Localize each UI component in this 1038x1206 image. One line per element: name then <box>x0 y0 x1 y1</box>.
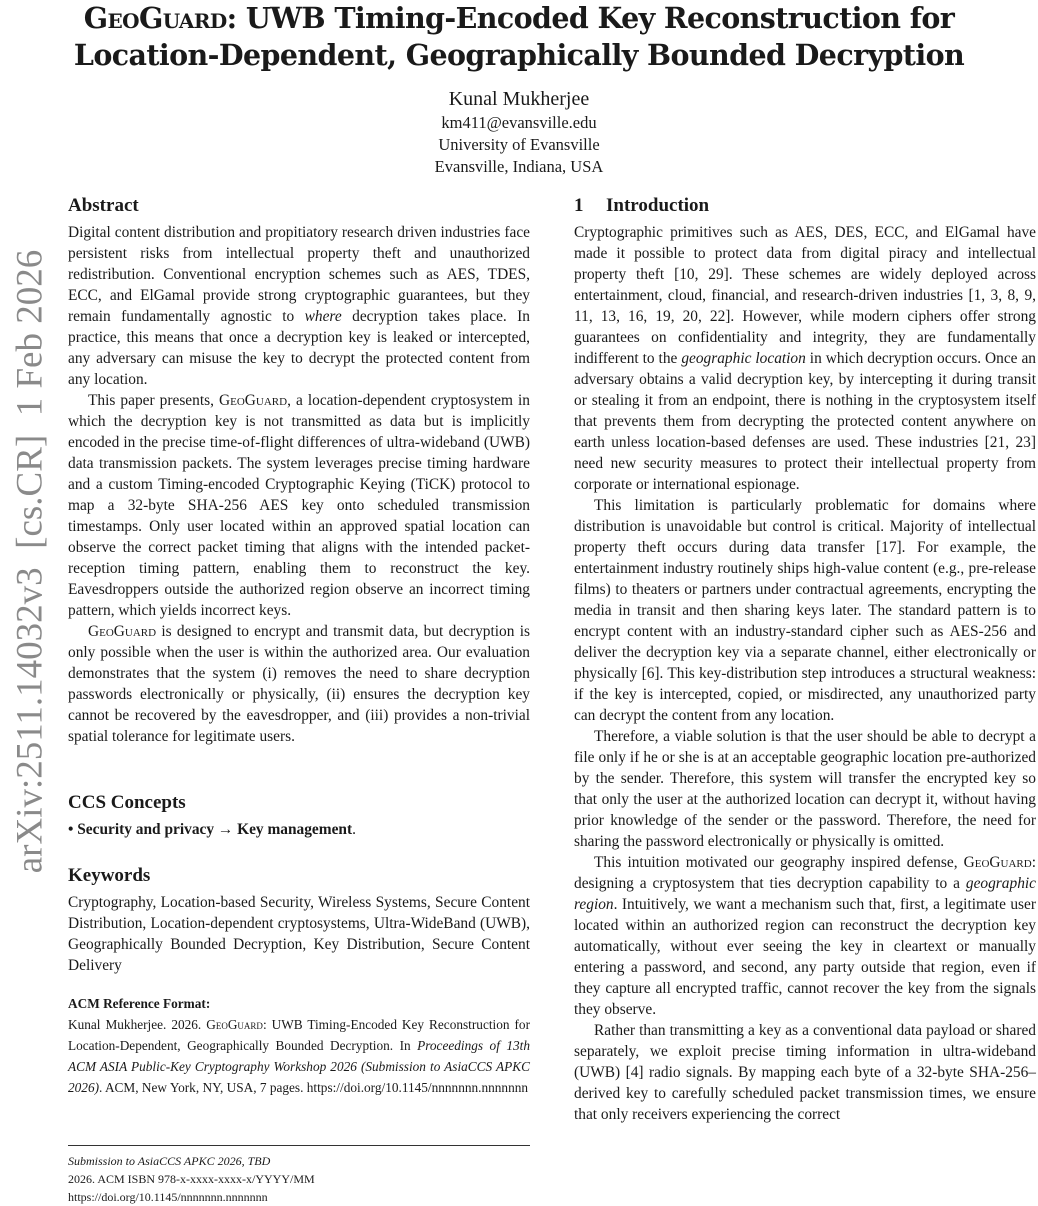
emphasis: geographic location <box>681 350 806 367</box>
author-location: Evansville, Indiana, USA <box>434 157 604 176</box>
footnote-venue: Submission to AsiaCCS APKC 2026, TBD <box>68 1154 271 1168</box>
text: Cryptographic primitives such as AES, DES, ECC, and ElGamal have made it possible to protect data from digital piracy and intellectual property theft [10, 29]. These schemes are widely deployed across entertainment, cloud, financial, and research-driven industries [1, 3, 8, 9, 11, 13, 16, 19, 20, 22]. However, while modern ciphers offer strong guarantees on confidentiality and integrity, they are fundamentally indifferent to the <box>574 224 1036 367</box>
footnote-isbn: 2026. ACM ISBN 978-x-xxxx-xxxx-x/YYYY/MM <box>68 1172 315 1186</box>
ccs-concept <box>68 819 530 840</box>
brand-name: GeoGuard <box>88 623 157 640</box>
acm-reference-text <box>68 1014 530 1098</box>
acm-reference-heading: ACM Reference Format: <box>68 996 211 1011</box>
text: Digital content distribution and propitiatory research driven industries face persistent risks from intellectual property theft and unauthorized redistribution. Conventional encryption schemes such as AES, TDES, ECC, and ElGamal provide strong cryptographic guarantees, but they remain fundamentally agnostic to <box>68 224 530 325</box>
section-number: 1 <box>574 195 584 216</box>
intro-paragraph <box>574 852 1036 1020</box>
intro-paragraph: Therefore, a viable solution is that the user should be able to decrypt a file only if he or she is at an acceptable geographic location pre-authorized by the sender. Therefore, this system will transfer the encrypted key so that only the user at the authorized location can decrypt it, without having prior knowledge of the sender or the password. Therefore, the need for sharing the password electronically or physically is omitted. <box>574 728 1036 850</box>
text: : designing a cryptosystem that ties decryption capability to a <box>574 854 1036 892</box>
intro-paragraph: Rather than transmitting a key as a conventional data payload or shared separately, we exploit precise timing information in ultra-wideband (UWB) [4] radio signals. By mapping each byte of a 32-byte SHA-256–derived key to carefully scheduled packet transmission times, we ensure that only receivers experiencing the correct <box>574 1022 1036 1123</box>
venue: Proceedings of 13th ACM ASIA Public-Key Cryptography Workshop 2026 (Submission to AsiaCCS APKC 2026) <box>68 1038 530 1095</box>
text: . Intuitively, we want a mechanism such that, first, a legitimate user located within an authorized region can reconstruct the decryption key automatically, without ever seeing the key in cleartext or manually entering a password, and second, any party outside that region, even if they capture all encrypted traffic, cannot recover the key from the signals they observe. <box>574 896 1036 1018</box>
ccs-heading: CCS Concepts <box>68 792 186 813</box>
abstract-section <box>68 194 530 747</box>
keywords-section <box>68 864 530 976</box>
brand-name: GeoGuard <box>206 1017 263 1032</box>
emphasis: where <box>304 308 342 325</box>
text: is designed to encrypt and transmit data, but decryption is only possible when the user is within the authorized area. Our evaluation demonstrates that the system (i) removes the need to share decryption passwords electronically or physically, (ii) ensures the decryption key cannot be recovered by the eavesdropper, and (iii) provides a non-trivial spatial tolerance for legitimate users. <box>68 623 530 745</box>
brand-name: GeoGuard <box>83 1 227 35</box>
emphasis: geographic region <box>574 875 1036 913</box>
title-line-1 <box>0 0 1038 37</box>
intro-paragraph <box>574 222 1036 495</box>
text: decryption takes place. In practice, this means that once a decryption key is leaked or intercepted, any adversary can misuse the key to decrypt the protected content from any location. <box>68 308 531 388</box>
paper-title <box>0 0 1038 74</box>
ccs-item: • Security and privacy → Key management <box>68 821 353 838</box>
section-title: Introduction <box>606 195 710 216</box>
abstract-heading: Abstract <box>68 195 139 216</box>
text: This intuition motivated our geography inspired defense, <box>594 854 964 871</box>
brand-name: GeoGuard <box>219 392 288 409</box>
text: . <box>352 821 356 838</box>
abstract-paragraph <box>68 621 530 747</box>
text: This paper presents, <box>88 392 220 409</box>
intro-paragraph: This limitation is particularly problematic for domains where distribution is unavoidable but control is critical. Majority of intellectual property theft occurs during data transfer [17]. For example, the entertainment industry routinely ships high-value content (e.g., pre-release films) to theaters or partners under contractual agreements, encrypting the media in transit and then sharing keys later. The standard pattern is to encrypt content with an industry-standard cipher such as AES-256 and deliver the decryption key via a separate channel, either electronically or physically [6]. This key-distribution step introduces a structural weakness: if the key is intercepted, copied, or misdirected, any unauthorized party can decrypt the content from any location. <box>574 497 1036 724</box>
text: , a location-dependent cryptosystem in which the decryption key is not transmitted as data but is implicitly encoded in the precise time-of-flight differences of ultra-wideband (UWB) data transmission packets. The system leverages precise timing hardware and a custom Timing-encoded Cryptographic Keying (TiCK) protocol to map a 32-byte SHA-256 AES key onto scheduled transmission timestamps. Only user located within an approved spatial location can observe the correct packet timing that aligns with the intended packet-reception timing pattern, enabling them to reconstruct the key. Eavesdroppers outside the authorized region observe an incorrect timing pattern, which yields incorrect keys. <box>68 392 530 619</box>
text: Kunal Mukherjee. 2026. <box>68 1017 207 1032</box>
text: in which decryption occurs. Once an adversary obtains a valid decryption key, by intercepting it during transit or stealing it from an endpoint, there is nothing in the cryptosystem itself that prevents them from decrypting the protected content anywhere on earth unless location-based defenses are used. These industries [21, 23] need new security measures to protect their intellectual property from corporate or international espionage. <box>574 350 1036 493</box>
title-line-2: Location-Dependent, Geographically Bounded Decryption <box>73 38 965 72</box>
footnote-doi[interactable]: https://doi.org/10.1145/nnnnnnn.nnnnnnn <box>68 1190 268 1204</box>
brand-name: GeoGuard <box>963 854 1032 871</box>
author-affiliation: University of Evansville <box>438 135 600 154</box>
ccs-section <box>68 791 530 840</box>
arxiv-stamp: arXiv:2511.14032v3 [cs.CR] 1 Feb 2026 <box>9 249 51 874</box>
introduction-heading <box>574 194 1036 218</box>
introduction-section <box>574 194 1036 1125</box>
abstract-paragraph <box>68 222 530 390</box>
author-name: Kunal Mukherjee <box>448 88 590 110</box>
title-text: : UWB Timing-Encoded Key Reconstruction for <box>226 1 955 35</box>
author-block <box>0 86 1038 178</box>
abstract-paragraph <box>68 390 530 621</box>
keywords-text: Cryptography, Location-based Security, Wireless Systems, Secure Content Distribution, Location-dependent cryptosystems, Ultra-WideBand (UWB), Geographically Bounded Decryption, Key Distribution, Secure Content Delivery <box>68 894 530 974</box>
keywords-heading: Keywords <box>68 865 151 886</box>
text: : UWB Timing-Encoded Key Reconstruction for Location-Dependent, Geographically Bounded Decryption. In <box>68 1017 530 1053</box>
acm-reference <box>68 993 530 1098</box>
footnote <box>68 1145 530 1206</box>
text: . ACM, New York, NY, USA, 7 pages. https://doi.org/10.1145/nnnnnnn.nnnnnnn <box>99 1080 529 1095</box>
author-email[interactable]: km411@evansville.edu <box>441 113 597 132</box>
